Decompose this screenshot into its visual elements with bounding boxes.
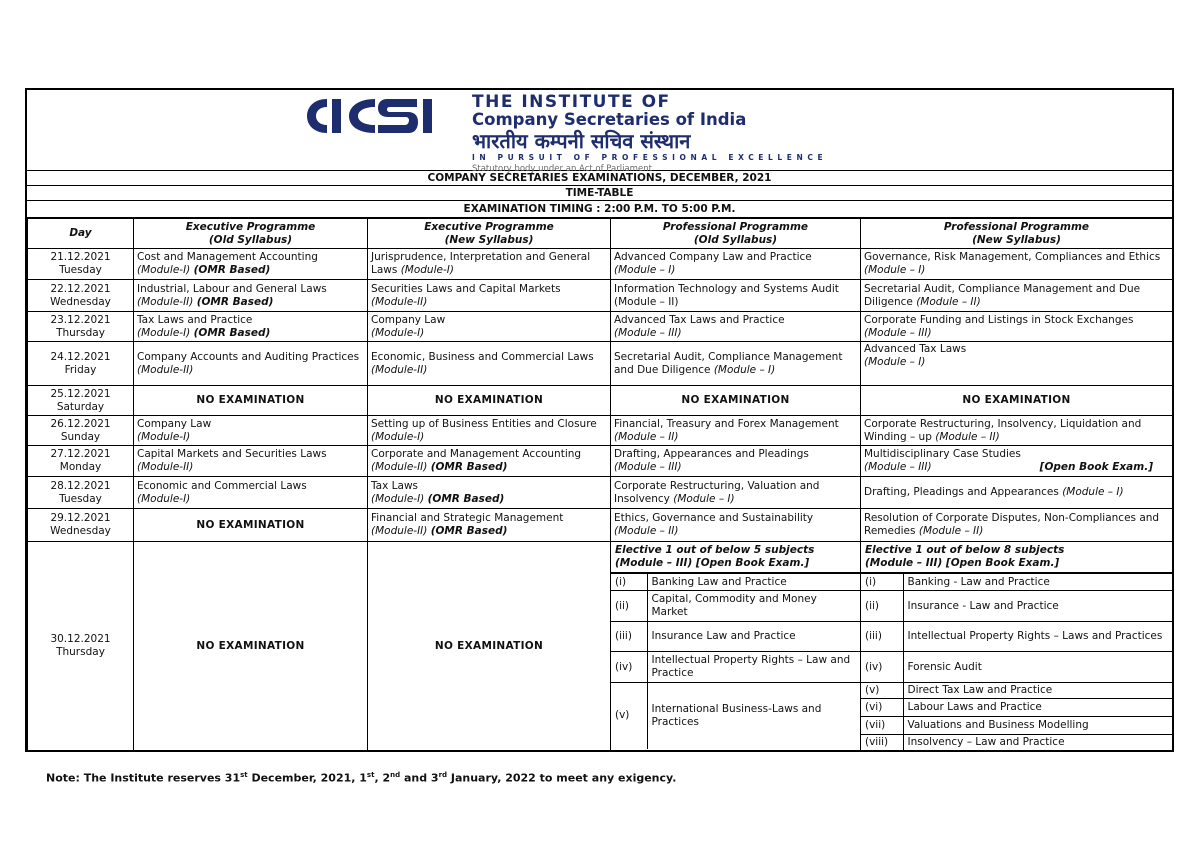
list-item: (ii) Insurance - Law and Practice xyxy=(861,591,1172,622)
institute-statutory-line: Statutory body under an Act of Parliament xyxy=(472,164,652,174)
subject-cell: Governance, Risk Management, Compliances and Ethics (Module – I) xyxy=(861,249,1173,280)
list-item: (v) International Business-Laws and Practices xyxy=(611,683,860,749)
exam-title: COMPANY SECRETARIES EXAMINATIONS, DECEMBER, 2021 xyxy=(27,171,1172,186)
timetable-sheet xyxy=(25,88,1174,752)
list-item: (vi) Labour Laws and Practice xyxy=(861,699,1172,717)
table-row xyxy=(28,446,1173,477)
subject-cell: Secretarial Audit, Compliance Management and Due Diligence (Module – I) xyxy=(611,342,861,386)
table-row xyxy=(28,280,1173,312)
subject-cell: Advanced Company Law and Practice (Module – I) xyxy=(611,249,861,280)
subject-cell: Industrial, Labour and General Laws (Module-II) (OMR Based) xyxy=(134,280,368,312)
timing-title: EXAMINATION TIMING : 2:00 P.M. TO 5:00 P.M. xyxy=(27,201,1172,218)
elective-old-heading: Elective 1 out of below 5 subjects (Module – III) [Open Book Exam.] xyxy=(611,542,860,573)
list-item: (vii) Valuations and Business Modelling xyxy=(861,717,1172,735)
subject-cell: Jurisprudence, Interpretation and General Laws (Module-I) xyxy=(368,249,611,280)
subject-cell: Setting up of Business Entities and Closure (Module-I) xyxy=(368,416,611,446)
institute-line-2: Company Secretaries of India xyxy=(472,110,747,129)
table-row xyxy=(28,477,1173,509)
subject-cell: Financial and Strategic Management (Module-II) (OMR Based) xyxy=(368,509,611,542)
table-row xyxy=(28,542,1173,752)
elective-old-cell xyxy=(611,542,861,752)
institute-tagline: IN PURSUIT OF PROFESSIONAL EXCELLENCE xyxy=(472,153,828,162)
list-item: (ii) Capital, Commodity and Money Market xyxy=(611,591,860,622)
subject-cell: Corporate Funding and Listings in Stock Exchanges (Module – III) xyxy=(861,312,1173,342)
header-prof-new: Professional Programme (New Syllabus) xyxy=(861,219,1173,249)
day-cell: 22.12.2021 Wednesday xyxy=(28,280,134,312)
subject-cell: Company Law (Module-I) xyxy=(368,312,611,342)
day-cell: 25.12.2021 Saturday xyxy=(28,386,134,416)
timetable-title: TIME-TABLE xyxy=(27,186,1172,201)
institute-name-block xyxy=(472,93,942,174)
table-row xyxy=(28,249,1173,280)
day-cell: 24.12.2021 Friday xyxy=(28,342,134,386)
day-cell: 29.12.2021 Wednesday xyxy=(28,509,134,542)
table-row xyxy=(28,342,1173,386)
no-exam-cell: NO EXAMINATION xyxy=(134,542,368,752)
table-row xyxy=(28,386,1173,416)
day-cell: 28.12.2021 Tuesday xyxy=(28,477,134,509)
subject-cell: Drafting, Pleadings and Appearances (Module – I) xyxy=(861,477,1173,509)
day-cell: 30.12.2021 Thursday xyxy=(28,542,134,752)
day-cell: 23.12.2021 Thursday xyxy=(28,312,134,342)
list-item: (iv) Forensic Audit xyxy=(861,652,1172,683)
header-day: Day xyxy=(28,219,134,249)
elective-new-cell xyxy=(861,542,1173,752)
no-exam-cell: NO EXAMINATION xyxy=(611,386,861,416)
subject-cell: Company Law (Module-I) xyxy=(134,416,368,446)
table-row xyxy=(28,416,1173,446)
elective-new-list xyxy=(861,573,1172,751)
day-cell: 26.12.2021 Sunday xyxy=(28,416,134,446)
subject-cell: Cost and Management Accounting (Module-I) (OMR Based) xyxy=(134,249,368,280)
table-row xyxy=(28,312,1173,342)
institute-header xyxy=(27,90,1172,174)
header-exec-new: Executive Programme (New Syllabus) xyxy=(368,219,611,249)
icsi-logo-icon xyxy=(305,94,445,138)
header-prof-old: Professional Programme (Old Syllabus) xyxy=(611,219,861,249)
subject-cell: Corporate Restructuring, Valuation and Insolvency (Module – I) xyxy=(611,477,861,509)
list-item: (iii) Insurance Law and Practice xyxy=(611,622,860,652)
subject-cell: Drafting, Appearances and Pleadings (Module – III) xyxy=(611,446,861,477)
subject-cell: Secretarial Audit, Compliance Management and Due Diligence (Module – II) xyxy=(861,280,1173,312)
list-item: (i) Banking - Law and Practice xyxy=(861,574,1172,591)
subject-cell: Advanced Tax Laws and Practice (Module – III) xyxy=(611,312,861,342)
table-row xyxy=(28,509,1173,542)
subject-cell: Securities Laws and Capital Markets (Module-II) xyxy=(368,280,611,312)
subject-cell: Economic, Business and Commercial Laws (Module-II) xyxy=(368,342,611,386)
list-item: (viii) Insolvency – Law and Practice xyxy=(861,735,1172,751)
table-header-row xyxy=(28,219,1173,249)
subject-cell: Information Technology and Systems Audit (Module – II) xyxy=(611,280,861,312)
day-cell: 21.12.2021 Tuesday xyxy=(28,249,134,280)
subject-cell: Multidisciplinary Case Studies (Module – III) [Open Book Exam.] xyxy=(861,446,1173,477)
day-cell: 27.12.2021 Monday xyxy=(28,446,134,477)
footnote: Note: The Institute reserves 31st December, 2021, 1st, 2nd and 3rd January, 2022 to meet any exigency. xyxy=(46,771,677,785)
subject-cell: Tax Laws (Module-I) (OMR Based) xyxy=(368,477,611,509)
no-exam-cell: NO EXAMINATION xyxy=(861,386,1173,416)
elective-old-list xyxy=(611,573,860,749)
subject-cell: Corporate and Management Accounting (Module-II) (OMR Based) xyxy=(368,446,611,477)
subject-cell: Company Accounts and Auditing Practices (Module-II) xyxy=(134,342,368,386)
subject-cell: Ethics, Governance and Sustainability (Module – II) xyxy=(611,509,861,542)
subject-cell: Resolution of Corporate Disputes, Non-Compliances and Remedies (Module – II) xyxy=(861,509,1173,542)
subject-cell: Economic and Commercial Laws (Module-I) xyxy=(134,477,368,509)
list-item: (iii) Intellectual Property Rights – Laws and Practices xyxy=(861,622,1172,652)
list-item: (i) Banking Law and Practice xyxy=(611,574,860,591)
subject-cell: Corporate Restructuring, Insolvency, Liquidation and Winding – up (Module – II) xyxy=(861,416,1173,446)
subject-cell: Capital Markets and Securities Laws (Module-II) xyxy=(134,446,368,477)
institute-hindi-name: भारतीय कम्पनी सचिव संस्थान xyxy=(472,129,691,153)
subject-cell: Financial, Treasury and Forex Management (Module – II) xyxy=(611,416,861,446)
no-exam-cell: NO EXAMINATION xyxy=(368,386,611,416)
subject-cell: Advanced Tax Laws (Module – I) xyxy=(861,342,1173,386)
no-exam-cell: NO EXAMINATION xyxy=(368,542,611,752)
list-item: (iv) Intellectual Property Rights – Law and Practice xyxy=(611,652,860,683)
no-exam-cell: NO EXAMINATION xyxy=(134,386,368,416)
no-exam-cell: NO EXAMINATION xyxy=(134,509,368,542)
subject-cell: Tax Laws and Practice (Module-I) (OMR Based) xyxy=(134,312,368,342)
timetable-table xyxy=(27,218,1173,752)
header-exec-old: Executive Programme (Old Syllabus) xyxy=(134,219,368,249)
institute-line-1: THE INSTITUTE OF xyxy=(472,92,671,112)
elective-new-heading: Elective 1 out of below 8 subjects (Module – III) [Open Book Exam.] xyxy=(861,542,1172,573)
list-item: (v) Direct Tax Law and Practice xyxy=(861,683,1172,699)
